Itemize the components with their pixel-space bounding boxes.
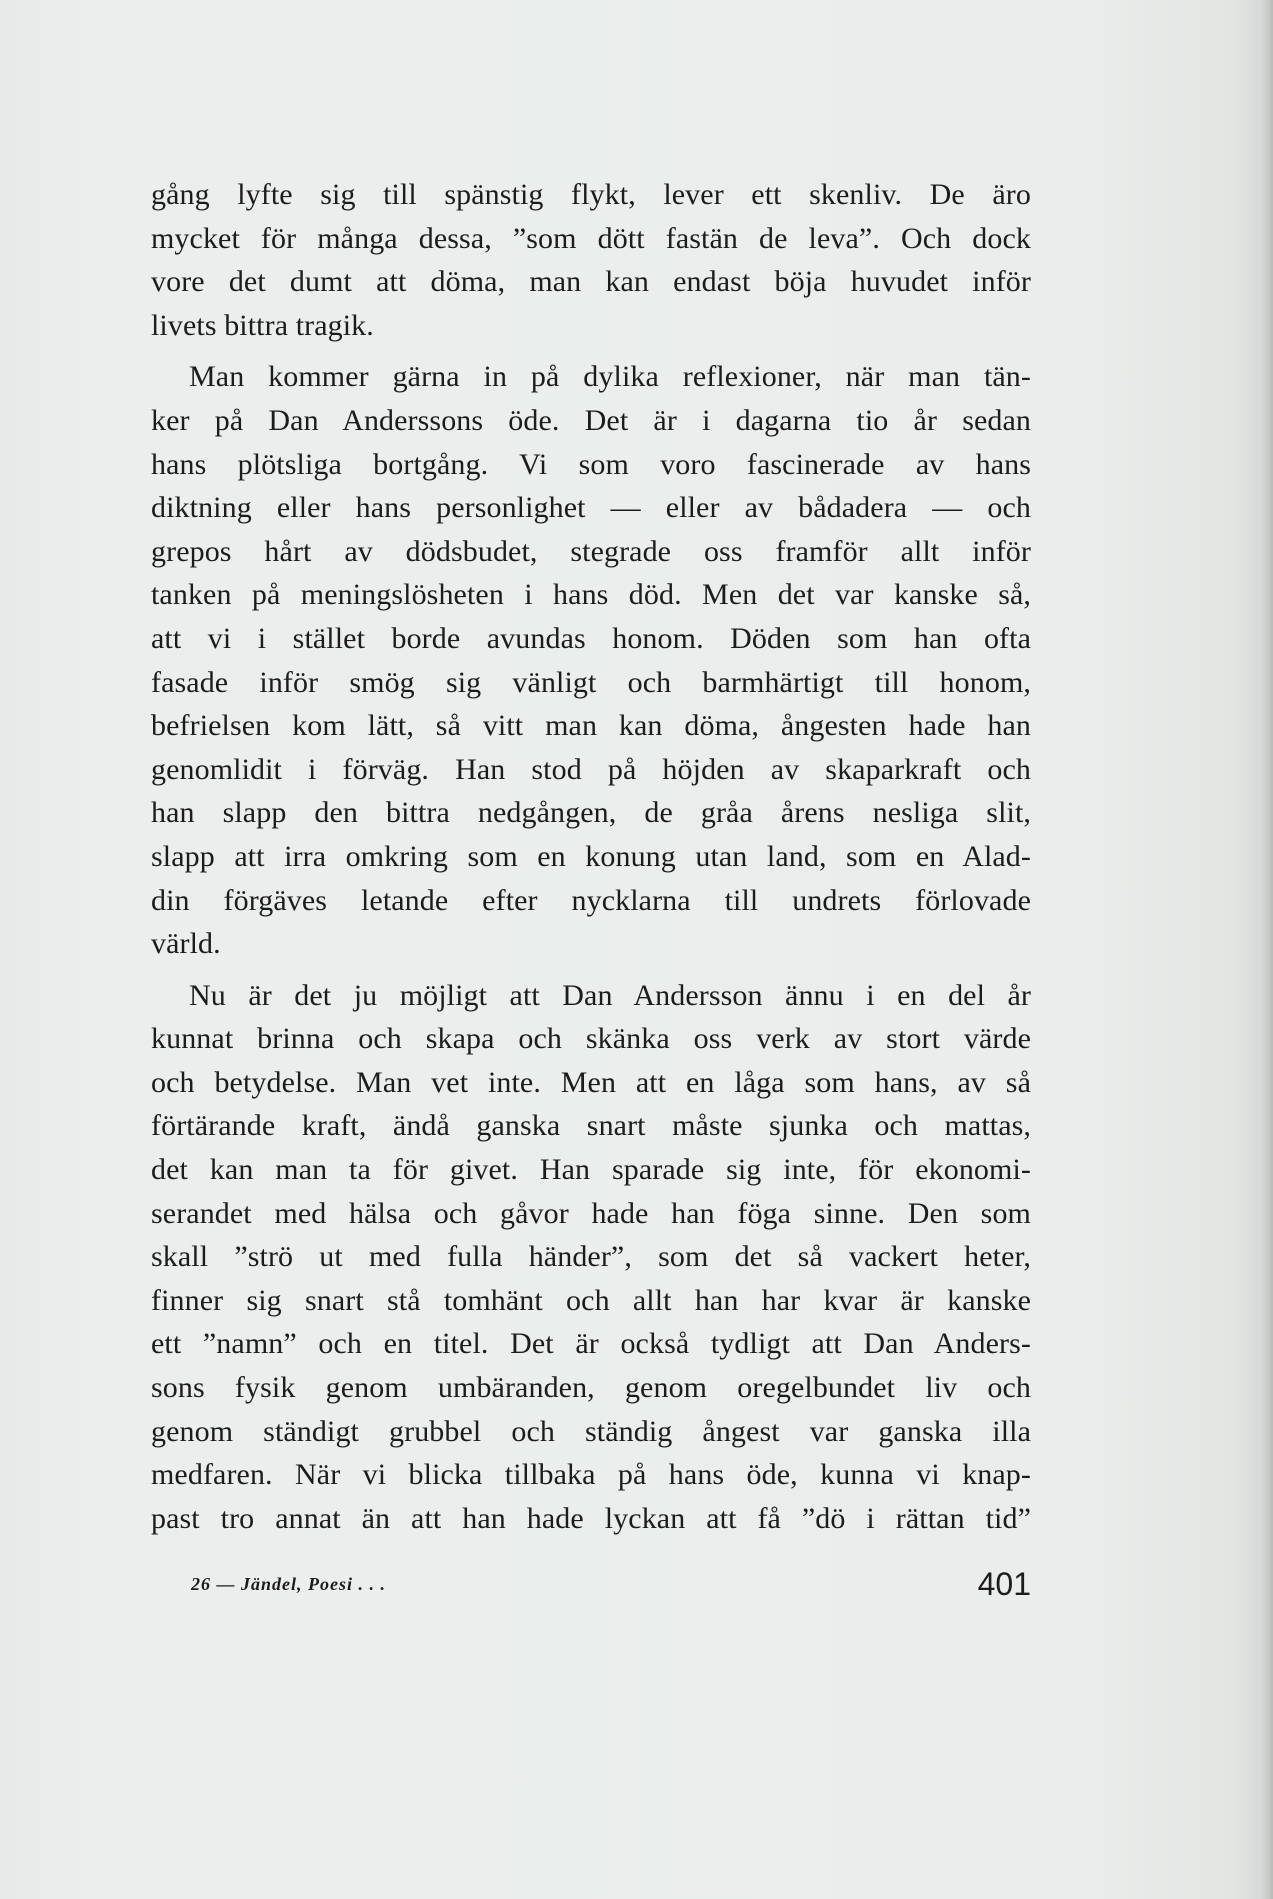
text-line: genom ständigt grubbel och ständig ångest var ganska illa: [151, 1414, 1031, 1448]
text-line: befrielsen kom lätt, så vitt man kan döma, ångesten hade han: [151, 709, 1031, 743]
signature-mark: 26 — Jändel, Poesi . . .: [191, 1574, 386, 1594]
page-edge-shadow: [1259, 0, 1273, 1899]
text-line: fasade inför smög sig vänligt och barmhärtigt till honom,: [151, 665, 1031, 699]
text-line: mycket för många dessa, ”som dött fastän de leva”. Och dock: [151, 221, 1031, 255]
text-line: ett ”namn” och en titel. Det är också tydligt att Dan Anders-: [151, 1327, 1031, 1361]
text-line: skall ”strö ut med fulla händer”, som det så vackert heter,: [151, 1240, 1031, 1274]
text-line: tanken på meningslösheten i hans död. Men det var kanske så,: [151, 578, 1031, 612]
text-line: kunnat brinna och skapa och skänka oss verk av stort värde: [151, 1022, 1031, 1056]
text-line: din förgäves letande efter nycklarna till undrets förlovade: [151, 883, 1031, 917]
text-line: ker på Dan Anderssons öde. Det är i dagarna tio år sedan: [151, 403, 1031, 437]
text-line: gång lyfte sig till spänstig flykt, lever ett skenliv. De äro: [151, 178, 1031, 211]
body-text: [151, 173, 1031, 1540]
text-line: Man kommer gärna in på dylika reflexioner, när man tän-: [189, 360, 1031, 394]
text-line: slapp att irra omkring som en konung utan land, som en Alad-: [151, 839, 1031, 873]
text-line: och betydelse. Man vet inte. Men att en låga som hans, av så: [151, 1065, 1031, 1099]
text-line: serandet med hälsa och gåvor hade han föga sinne. Den som: [151, 1196, 1031, 1230]
text-line: han slapp den bittra nedgången, de gråa årens nesliga slit,: [151, 796, 1031, 830]
text-line: värld.: [151, 927, 221, 961]
text-line: förtärande kraft, ändå ganska snart måste sjunka och mattas,: [151, 1109, 1031, 1143]
text-line: vore det dumt att döma, man kan endast böja huvudet inför: [151, 265, 1031, 299]
page-footer: [191, 1566, 1031, 1606]
text-line: genomlidit i förväg. Han stod på höjden av skaparkraft och: [151, 752, 1031, 786]
text-line: livets bittra tragik.: [151, 308, 374, 342]
text-line: past tro annat än att han hade lyckan att få ”dö i rättan tid”: [151, 1501, 1031, 1535]
text-line: diktning eller hans personlighet — eller av bådadera — och: [151, 491, 1031, 525]
text-line: att vi i stället borde avundas honom. Döden som han ofta: [151, 621, 1031, 655]
text-line: Nu är det ju möjligt att Dan Andersson ännu i en del år: [189, 978, 1031, 1012]
text-line: det kan man ta för givet. Han sparade sig inte, för ekonomi-: [151, 1153, 1031, 1187]
text-line: medfaren. När vi blicka tillbaka på hans öde, kunna vi knap-: [151, 1458, 1031, 1492]
page-number: 401: [977, 1566, 1031, 1602]
text-line: sons fysik genom umbäranden, genom oregelbundet liv och: [151, 1371, 1031, 1405]
text-line: finner sig snart stå tomhänt och allt han har kvar är kanske: [151, 1283, 1031, 1317]
text-line: grepos hårt av dödsbudet, stegrade oss framför allt inför: [151, 534, 1031, 568]
text-line: hans plötsliga bortgång. Vi som voro fascinerade av hans: [151, 447, 1031, 481]
